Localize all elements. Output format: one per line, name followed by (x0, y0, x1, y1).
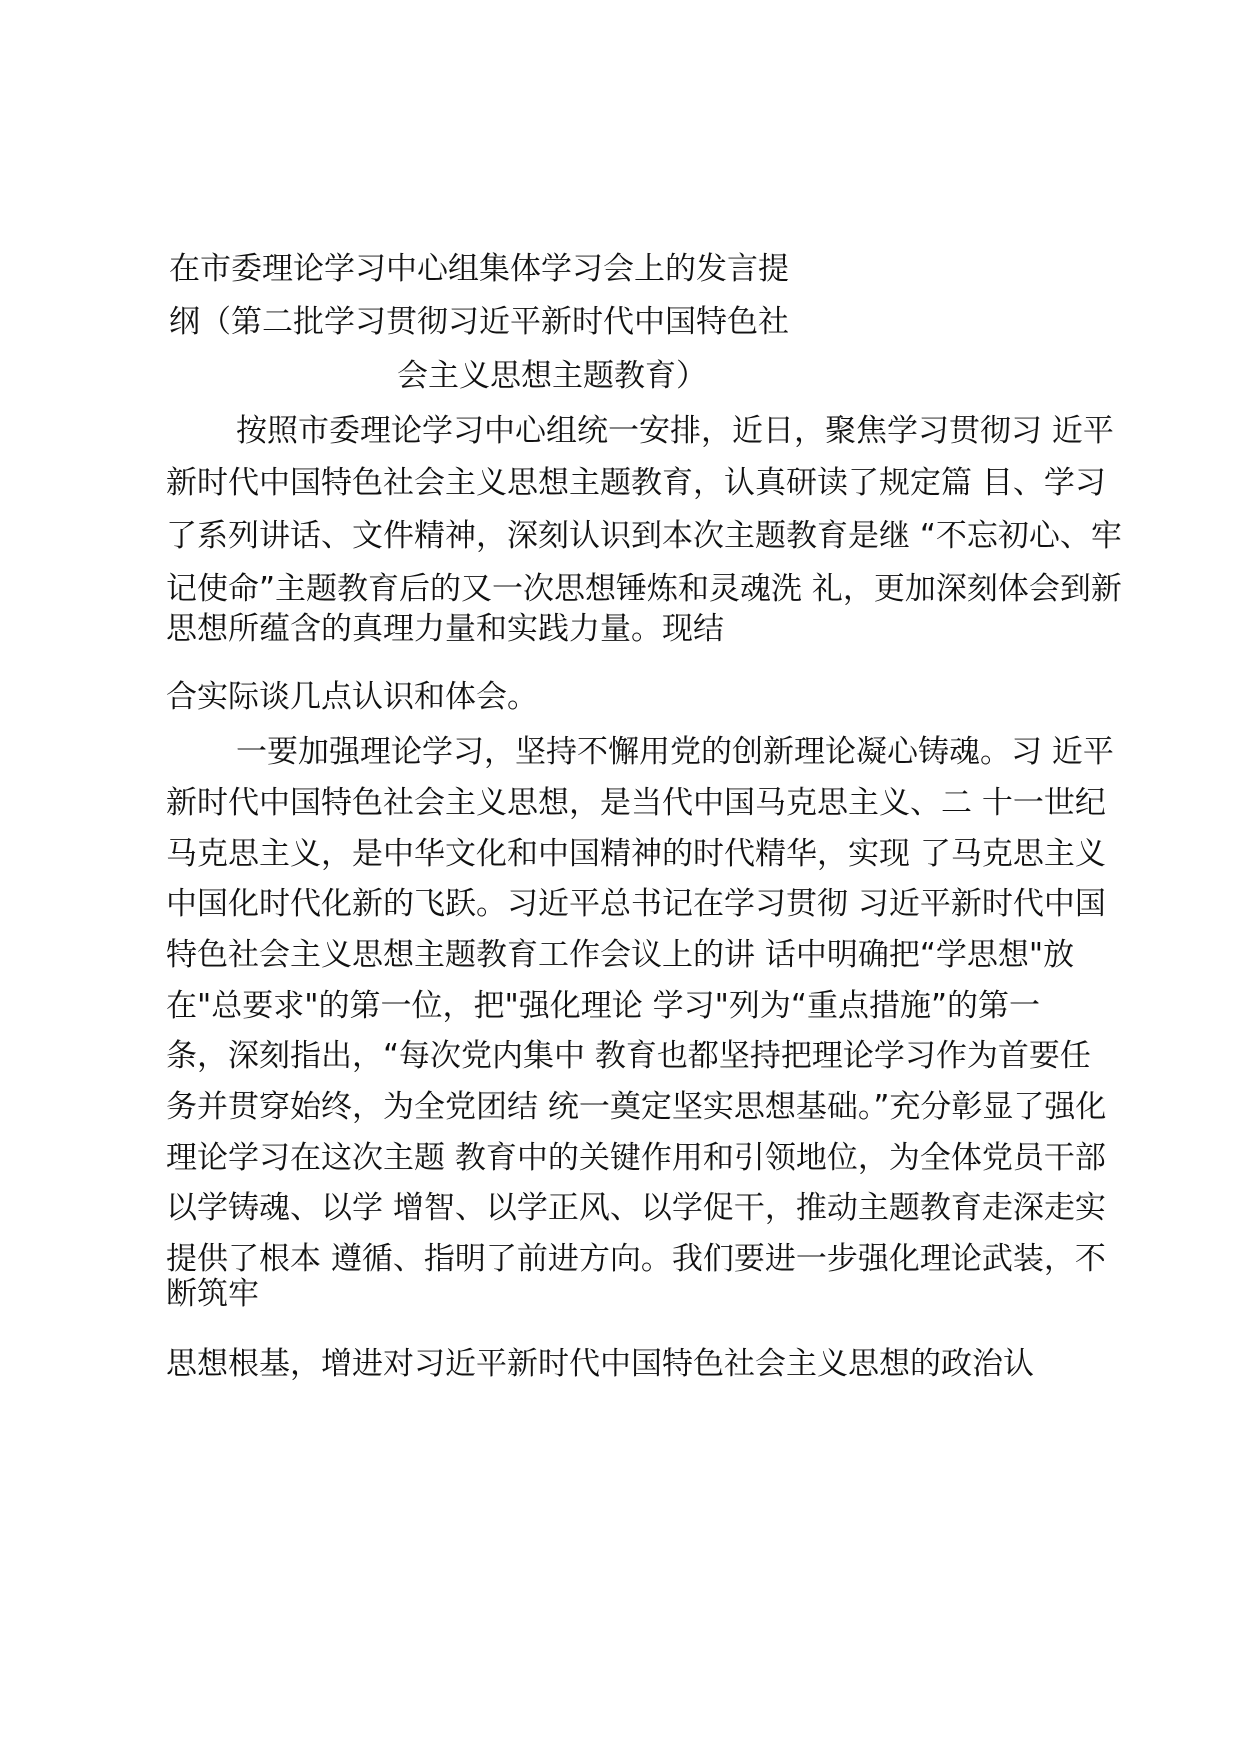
paragraph-2-line: 理论学习在这次主题 教育中的关键作用和引领地位，为全体党员干部 (166, 1140, 1106, 1176)
paragraph-1-line: 了系列讲话、文件精神，深刻认识到本次主题教育是继 “不忘初心、牢 (166, 518, 1122, 554)
paragraph-1-line: 新时代中国特色社会主义思想主题教育，认真研读了规定篇 目、学习 (166, 465, 1106, 501)
paragraph-2-line: 以学铸魂、以学 增智、以学正风、以学促干，推动主题教育走深走实 (166, 1190, 1106, 1226)
document-title-line-2: 纲（第二批学习贯彻习近平新时代中国特色社 (169, 304, 789, 340)
paragraph-1-line: 思想所蕴含的真理力量和实践力量。现结 (166, 611, 724, 647)
paragraph-1-line: 记使命”主题教育后的又一次思想锤炼和灵魂洗 礼，更加深刻体会到新 (166, 571, 1122, 607)
paragraph-2-line: 务并贯穿始终，为全党团结 统一奠定坚实思想基础。”充分彰显了强化 (166, 1089, 1107, 1125)
paragraph-2-line: 提供了根本 遵循、指明了前进方向。我们要进一步强化理论武装，不 (166, 1241, 1106, 1277)
paragraph-2-line: 条，深刻指出，“每次党内集中 教育也都坚持把理论学习作为首要任 (166, 1038, 1091, 1074)
paragraph-2-line: 新时代中国特色社会主义思想，是当代中国马克思主义、二 十一世纪 (166, 785, 1106, 821)
paragraph-2-line: 中国化时代化新的飞跃。习近平总书记在学习贯彻 习近平新时代中国 (166, 886, 1106, 922)
paragraph-1-line: 按照市委理论学习中心组统一安排，近日，聚焦学习贯彻习 近平 (236, 413, 1114, 449)
paragraph-2-line: 思想根基，增进对习近平新时代中国特色社会主义思想的政治认 (166, 1346, 1034, 1382)
paragraph-1-line: 合实际谈几点认识和体会。 (166, 679, 538, 715)
paragraph-2-line: 特色社会主义思想主题教育工作会议上的讲 话中明确把“学思想"放 (166, 937, 1075, 973)
paragraph-2-line: 一要加强理论学习，坚持不懈用党的创新理论凝心铸魂。习 近平 (236, 734, 1114, 770)
paragraph-2-line: 马克思主义，是中华文化和中国精神的时代精华，实现 了马克思主义 (166, 836, 1106, 872)
paragraph-2-line: 在"总要求"的第一位，把"强化理论 学习"列为“重点措施”的第一 (166, 988, 1041, 1024)
paragraph-2-line: 断筑牢 (166, 1276, 259, 1312)
document-title-line-1: 在市委理论学习中心组集体学习会上的发言提 (169, 251, 789, 287)
document-title-line-3: 会主义思想主题教育） (397, 358, 707, 394)
